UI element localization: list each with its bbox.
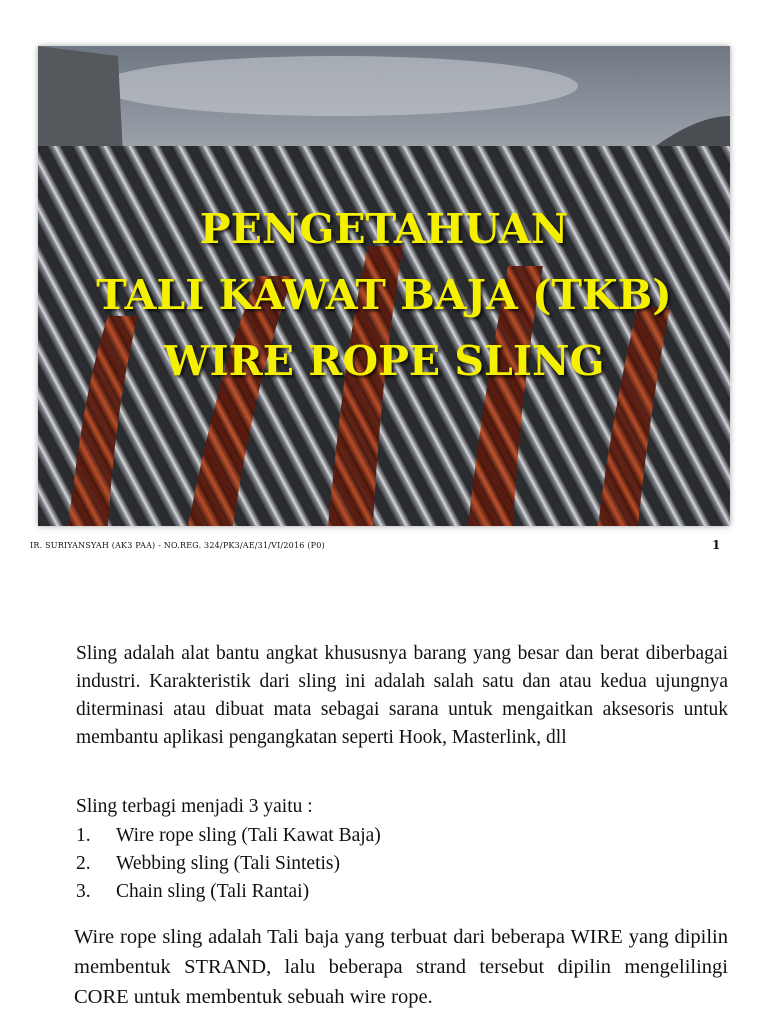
list-item-text: Chain sling (Tali Rantai) <box>116 881 310 902</box>
list-item-text: Wire rope sling (Tali Kawat Baja) <box>116 825 381 846</box>
cover-title <box>38 196 730 394</box>
list-item-text: Webbing sling (Tali Sintetis) <box>116 853 341 874</box>
wire-rope-definition-paragraph: Wire rope sling adalah Tali baja yang terbuat dari beberapa WIRE yang dipilin membentuk STRAND, lalu beberapa strand tersebut dipilin mengelilingi CORE untuk membentuk sebuah wire rope. <box>74 926 728 1008</box>
title-line-2: TALI KAWAT BAJA (TKB) <box>96 271 672 319</box>
wire-rope-photo <box>38 46 730 526</box>
content-slide <box>0 560 768 1024</box>
sling-definition-paragraph: Sling adalah alat bantu angkat khususnya barang yang besar dan berat diberbagai industri. Karakteristik dari sling ini adalah salah satu dan atau kedua ujungnya diterminasi atau dibuat mata sebagai sarana untuk mengaitkan aksesoris untuk membantu aplikasi pengangkatan seperti Hook, Masterlink, dll <box>76 643 728 748</box>
sling-types-list <box>76 822 381 906</box>
author-footer: IR. SURIYANSYAH (AK3 PAA) - NO.REG. 324/PK3/AE/31/VI/2016 (P0) <box>30 541 325 550</box>
list-item-number: 1. <box>76 825 91 846</box>
list-item-number: 3. <box>76 881 91 902</box>
list-item-number: 2. <box>76 853 91 874</box>
list-item <box>76 878 381 906</box>
title-line-1: PENGETAHUAN <box>199 205 569 253</box>
title-line-3: WIRE ROPE SLING <box>163 337 605 385</box>
list-item <box>76 822 381 850</box>
page-number: 1 <box>712 538 721 552</box>
list-intro: Sling terbagi menjadi 3 yaitu : <box>76 796 313 817</box>
list-item <box>76 850 381 878</box>
